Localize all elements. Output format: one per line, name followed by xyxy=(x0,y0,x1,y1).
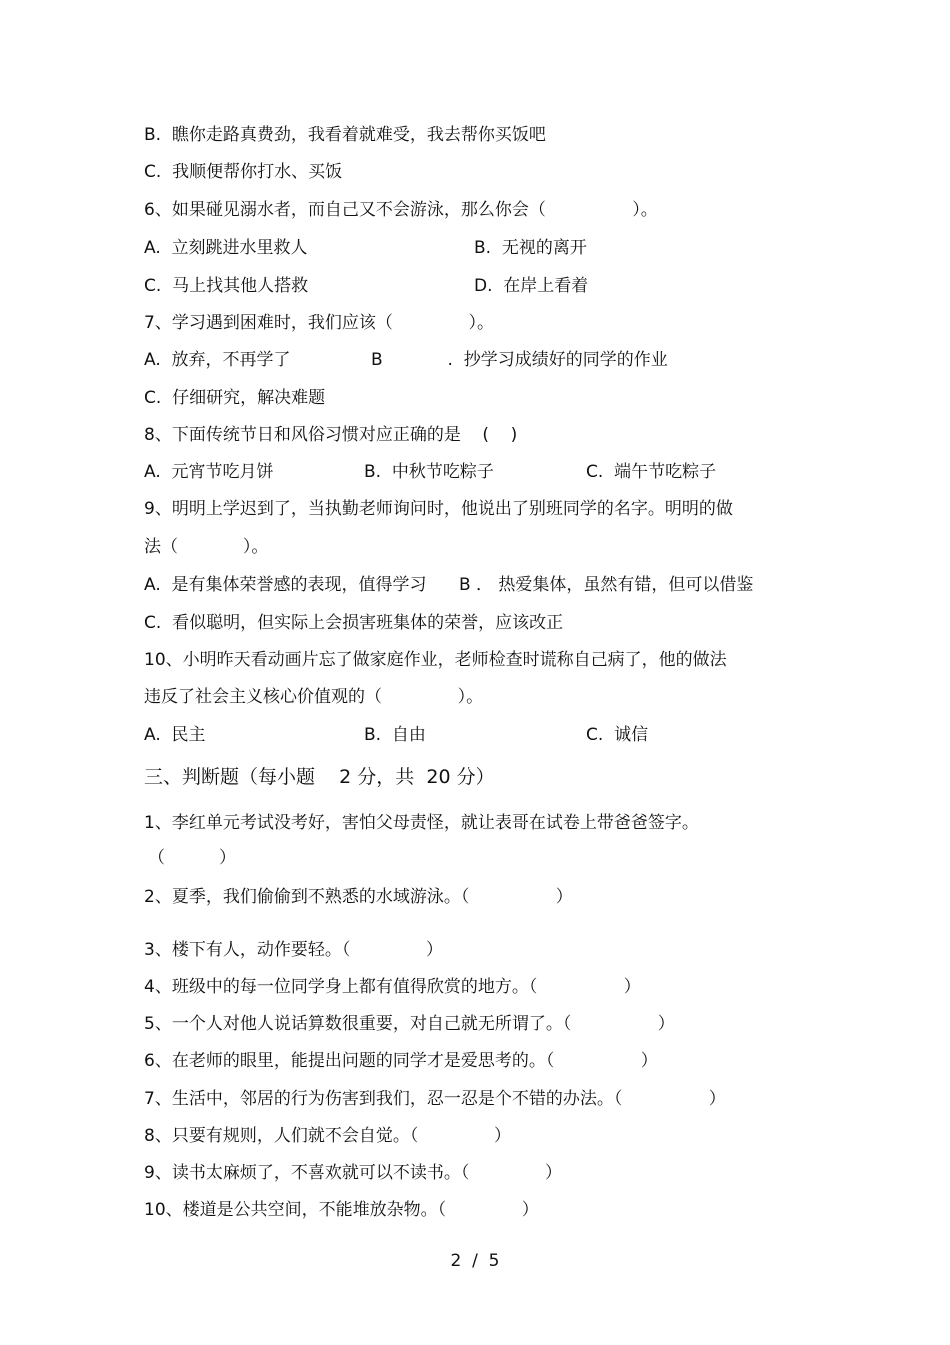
q7-option-a: A. 放弃，不再学了 xyxy=(144,350,291,370)
q8-stem: 8、下面传统节日和风俗习惯对应正确的是 ( ) xyxy=(144,425,518,445)
q8-option-a: A. 元宵节吃月饼 xyxy=(144,462,274,482)
q8-option-b: B. 中秋节吃粽子 xyxy=(364,462,494,482)
q9-options-ab: A. 是有集体荣誉感的表现，值得学习 B ． 热爱集体，虽然有错，但可以借鉴 xyxy=(144,575,754,595)
tf-item-8: 8、只要有规则，人们就不会自觉。（ ） xyxy=(144,1126,511,1146)
q5-option-b: B. 瞧你走路真费劲，我看着就难受，我去帮你买饭吧 xyxy=(144,125,546,145)
tf-item-4: 4、班级中的每一位同学身上都有值得欣赏的地方。（ ） xyxy=(144,977,641,997)
tf-item-9: 9、读书太麻烦了，不喜欢就可以不读书。（ ） xyxy=(144,1163,562,1183)
tf-item-1-blank: （ ） xyxy=(148,848,237,868)
q9-option-c: C. 看似聪明，但实际上会损害班集体的荣誉，应该改正 xyxy=(144,613,564,633)
q10-stem-line1: 10、小明昨天看动画片忘了做家庭作业，老师检查时谎称自己病了，他的做法 xyxy=(144,650,727,670)
q5-option-c: C. 我顺便帮你打水、买饭 xyxy=(144,162,343,182)
q10-option-c: C. 诚信 xyxy=(586,725,649,745)
tf-item-2: 2、夏季，我们偷偷到不熟悉的水域游泳。（ ） xyxy=(144,887,573,907)
q9-stem-line2: 法（ ）。 xyxy=(144,537,269,557)
q10-stem-line2: 违反了社会主义核心价值观的（ ）。 xyxy=(144,687,484,707)
q10-option-b: B. 自由 xyxy=(364,725,426,745)
tf-item-10: 10、楼道是公共空间，不能堆放杂物。（ ） xyxy=(144,1200,539,1220)
q7-option-c: C. 仔细研究，解决难题 xyxy=(144,388,326,408)
q6-option-c: C. 马上找其他人搭救 xyxy=(144,276,309,296)
q6-stem: 6、如果碰见溺水者，而自己又不会游泳，那么你会（ ）。 xyxy=(144,200,658,220)
q6-option-a: A. 立刻跳进水里救人 xyxy=(144,238,308,258)
q6-option-d: D. 在岸上看着 xyxy=(474,276,589,296)
q6-option-b: B. 无视的离开 xyxy=(474,238,587,258)
tf-item-1: 1、李红单元考试没考好，害怕父母责怪，就让表哥在试卷上带爸爸签字。 xyxy=(144,813,699,833)
tf-item-3: 3、楼下有人，动作要轻。（ ） xyxy=(144,940,443,960)
q8-option-c: C. 端午节吃粽子 xyxy=(586,462,717,482)
q9-stem-line1: 9、明明上学迟到了，当执勤老师询问时，他说出了别班同学的名字。明明的做 xyxy=(144,499,733,519)
section3-heading: 三、判断题（每小题 2 分，共 20 分） xyxy=(144,766,495,788)
page-number: 2 / 5 xyxy=(450,1251,500,1271)
tf-item-5: 5、一个人对他人说话算数很重要，对自己就无所谓了。（ ） xyxy=(144,1014,675,1034)
q10-option-a: A. 民主 xyxy=(144,725,206,745)
q7-option-b: B . 抄学习成绩好的同学的作业 xyxy=(371,350,668,370)
tf-item-7: 7、生活中，邻居的行为伤害到我们，忍一忍是个不错的办法。（ ） xyxy=(144,1089,726,1109)
tf-item-6: 6、在老师的眼里，能提出问题的同学才是爱思考的。（ ） xyxy=(144,1051,658,1071)
q7-stem: 7、学习遇到困难时，我们应该（ ）。 xyxy=(144,313,494,333)
